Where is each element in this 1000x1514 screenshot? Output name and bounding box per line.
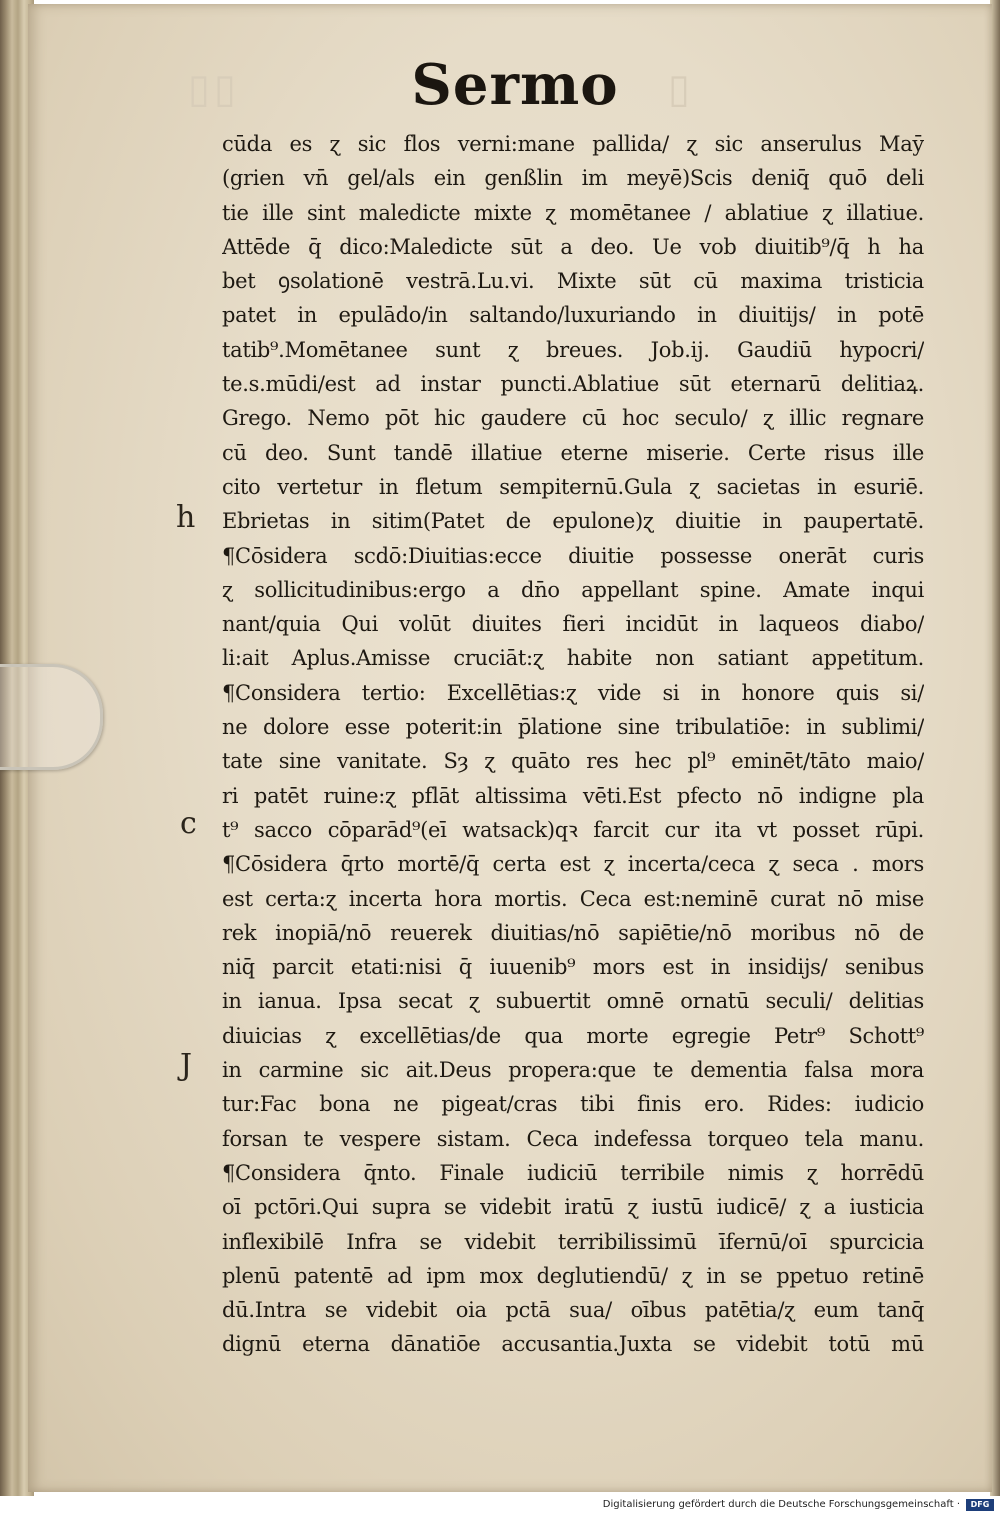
text-column: [222, 127, 924, 1362]
text-line: Ebrietas in sitim(Patet de epulone)ɀ diuitie in paupertatē.: [222, 509, 924, 534]
text-line: oī pctōri.Qui supra se videbit iratū ɀ iustū iudicē/ ɀ a iusticia: [222, 1195, 924, 1220]
funding-credit: Digitalisierung gefördert durch die Deutsche Forschungsgemeinschaft ·: [602, 1499, 960, 1510]
text-line: (grien vn̄ gel/als ein genßlin im meyē)Scis deniq̄ quō deli: [222, 166, 924, 191]
text-line: nant/quia Qui volūt diuites fieri incidūt in laqueos diabo/: [222, 612, 924, 637]
text-line: tate sine vanitate. Sȝ ɀ quāto res hec pl⁹ eminēt/tāto maio/: [222, 749, 924, 774]
text-line: dū.Intra se videbit oia pctā sua/ oībus patētia/ɀ eum tanq̄: [222, 1298, 924, 1323]
text-line: te.s.mūdi/est ad instar puncti.Ablatiue sūt eternarū delitiaꝝ.: [222, 372, 924, 397]
text-line: rek inopiā/nō reuerek diuitias/nō sapiētie/nō moribus nō de: [222, 920, 924, 945]
show-through-left: ▯▯: [188, 66, 241, 112]
show-through-right: ▯: [668, 66, 695, 112]
marginal-letter-j: J: [180, 1048, 193, 1083]
text-line: ne dolore esse poterit:in p̄latione sine tribulatiōe: in sublimi/: [222, 715, 924, 740]
text-line: Grego. Nemo pōt hic gaudere cū hoc seculo/ ɀ illic regnare: [222, 406, 924, 431]
text-line: plenū patentē ad ipm mox deglutiendū/ ɀ in se ppetuo retinē: [222, 1263, 924, 1288]
text-line: tie ille sint maledicte mixte ɀ momētanee / ablatiue ɀ illatiue.: [222, 200, 924, 225]
running-header: Sermo: [411, 52, 619, 118]
text-line: ¶Cōsidera q̄rto mortē/q̄ certa est ɀ incerta/ceca ɀ seca . mors: [222, 852, 924, 877]
dfg-logo: DFG: [966, 1499, 994, 1511]
text-line: est certa:ɀ incerta hora mortis. Ceca est:neminē curat nō mise: [222, 886, 924, 911]
page-clip: [0, 664, 103, 770]
marginal-letter-c: c: [180, 806, 197, 841]
text-line: inflexibilē Infra se videbit terribilissimū īfernū/oī spurcicia: [222, 1229, 924, 1254]
marginal-letter-h: h: [176, 500, 196, 535]
text-line: Attēde q̄ dico:Maledicte sūt a deo. Ue vob diuitib⁹/q̄ h ha: [222, 234, 924, 259]
text-line: tur:Fac bona ne pigeat/cras tibi finis ero. Rides: iudicio: [222, 1092, 924, 1117]
text-line: dignū eterna dānatiōe accusantia.Juxta se videbit totū mū: [222, 1332, 924, 1357]
text-line: in carmine sic ait.Deus propera:que te dementia falsa mora: [222, 1058, 924, 1083]
text-line: ¶Considera q̄nto. Finale iudiciū terribile nimis ɀ horrēdū: [222, 1160, 924, 1185]
text-line: ri patēt ruine:ɀ pflāt altissima vēti.Est pfecto nō indigne pla: [222, 783, 924, 808]
text-line: in ianua. Ipsa secat ɀ subuertit omnē ornatū seculi/ delitias: [222, 989, 924, 1014]
text-line: ɀ sollicitudinibus:ergo a dn̄o appellant spine. Amate inqui: [222, 577, 924, 602]
text-line: cū deo. Sunt tandē illatiue eterne miserie. Certe risus ille: [222, 440, 924, 465]
text-line: ¶Considera tertio: Excellētias:ɀ vide si in honore quis si/: [222, 680, 924, 705]
text-line: patet in epulādo/in saltando/luxuriando in diuitijs/ in potē: [222, 303, 924, 328]
text-line: tatib⁹.Momētanee sunt ɀ breues. Job.ij. Gaudiū hypocri/: [222, 337, 924, 362]
text-line: t⁹ sacco cōparād⁹(eī watsack)qꝛ farcit cur ita vt posset rūpi.: [222, 817, 924, 842]
text-line: bet ꝯsolationē vestrā.Lu.vi. Mixte sūt cū maxima tristicia: [222, 269, 924, 294]
text-line: cūda es ɀ sic flos verni:mane pallida/ ɀ sic anserulus Maȳ: [222, 132, 924, 156]
text-line: niq̄ parcit etati:nisi q̄ iuuenib⁹ mors est in insidijs/ senibus: [222, 955, 924, 980]
text-line: ¶Cōsidera scdō:Diuitias:ecce diuitie possesse onerāt curis: [222, 543, 924, 568]
text-line: cito vertetur in fletum sempiternū.Gula ɀ sacietas in esuriē.: [222, 474, 924, 499]
text-line: diuicias ɀ excellētias/de qua morte egregie Petr⁹ Schott⁹: [222, 1023, 924, 1048]
text-line: li:ait Aplus.Amisse cruciāt:ɀ habite non satiant appetitum.: [222, 646, 924, 671]
text-line: forsan te vespere sistam. Ceca indefessa torqueo tela manu.: [222, 1126, 924, 1151]
